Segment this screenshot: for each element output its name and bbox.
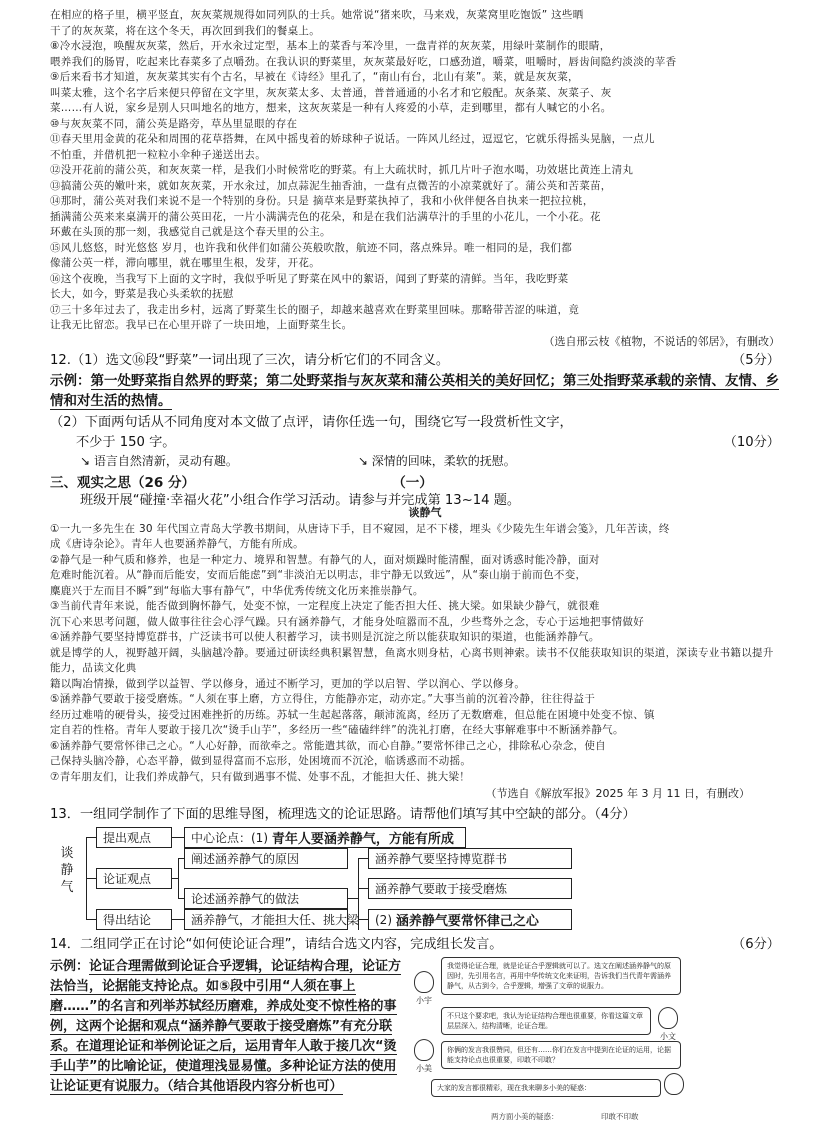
question-13: 13．一组同学制作了下面的思维导图，梳理选文的论证思路。请帮他们填写其中空缺的部分。（4分） — [50, 807, 636, 822]
essay-line: ④涵养静气要坚持博览群书，广泛读书可以使人积蓄学习，读书则是沉淀之所以能获取知识的渠道，也能涵养静气。 — [50, 631, 600, 643]
essay-line: 危难时能沉着。从“静而后能安，安而后能虑”到“非淡泊无以明志，非宁静无以致远”，从“泰山崩于前而色不变， — [50, 569, 587, 581]
essay-line: ⑤涵养静气要敢于接受磨炼。“人须在事上磨，方立得住，方能静亦定，动亦定。”大事当前的沉着冷静，往往得益于 — [50, 693, 596, 705]
mind-map-node-conclude: 得出结论 — [96, 909, 172, 930]
q14-answer-text: 论证合理需做到论证合乎逻辑，论证结构合理，论证方法恰当，论据能支持论点。如⑤段中引用“人须在事上磨……”的名言和列举苏轼经历磨难，养成处变不惊性格的事例，这两个论据和观点“涵养静气要敢于接受磨炼”有充分联系。在道理论证和举例论证之后，运用青年人敢于接几次“烫手山芋”的比喻论证，使道理浅显易懂。多种论证方法的使用让论证更有说服力。（结合其他语段内容分析也可） — [50, 959, 402, 1094]
mind-map-method-2: 涵养静气要敢于接受磨炼 — [368, 878, 572, 899]
q12-option-b: ↘ 深情的回味，柔软的抚慰。 — [357, 453, 516, 468]
passage-line: ⑪春天里用金黄的花朵和周围的花草搭舞，在风中摇曳着的娇球种子说话。一阵风儿经过，逗逗它，它就乐得摇头晃脑，一点儿 — [50, 133, 655, 145]
mind-map-root: 谈静气 — [60, 846, 74, 895]
method-3-label: (2) — [375, 912, 392, 927]
mind-map-reason: 阐述涵养静气的原因 — [184, 848, 348, 869]
mind-map-node-argue: 论证观点 — [96, 868, 172, 889]
q14-body — [50, 957, 780, 1127]
student-name-1: 小宇 — [416, 996, 432, 1005]
passage-line: ⑫没开花前的蒲公英，和灰灰菜一样，是我们小时候常吃的野菜。有上大疏状时，抓几片叶子泡水喝，功效堪比黄连上清丸 — [50, 164, 634, 176]
passage-line: ⑰三十多年过去了，我走出乡村，远离了野菜生长的圈子，却越来越喜欢在野菜里回味。那略带苦涩的味道，竟 — [50, 303, 580, 316]
section-3-intro: 班级开展“碰撞·幸福火花”小组合作学习活动。请参与并完成第 13~14 题。 — [80, 492, 521, 508]
passage-line: 让我无比留恋。我早已在心里开辟了一块田地，上面野菜生长。 — [50, 319, 353, 331]
essay-line: ①一九一多先生在 30 年代国立青岛大学教书期间，从唐诗下手，目不窥园，足不下楼，埋头《少陵先生年谱会笺》，几年苦读，终 — [50, 522, 670, 535]
passage-line: 像蒲公英一样，滞向哪里，就在哪里生根，发芽，开花。 — [50, 257, 320, 269]
passage-line: 插满蒲公英来来桌满开的蒲公英田花，一片小满满壳色的花朵，和是在我们沾满草汁的手里的小花儿，一个小花。花 — [50, 210, 601, 223]
essay-line: 麋鹿兴于左而目不瞬”到“每临大事有静气”，中华优秀传统文化历来推崇静气。 — [50, 584, 424, 597]
mind-map-node-propose: 提出观点 — [96, 827, 172, 848]
central-thesis-answer: 青年人要涵养静气，方能有所成 — [271, 832, 454, 847]
section-3-header — [50, 471, 780, 491]
essay-line: 沉下心来思考问题，做人做事往往会心浮气躁。只有涵养静气，才能身处喧嚣而不乱，少些骛外之念，专心于运地把事情做好 — [50, 615, 644, 628]
handwritten-note: 两方面小美的疑惑： — [491, 1112, 559, 1121]
student-name-3: 小文 — [660, 1032, 676, 1041]
q14-score: （6分） — [732, 937, 780, 952]
q12-answer-label: 示例： — [50, 372, 91, 389]
speech-bubble-3: 你俩的发言我很赞同，但还有……你们在发言中提到在论证的运用，论据能支持论点也很重要，印敢不印敢？ — [441, 1041, 681, 1069]
section-3-title: 三、观实之思（26 分） — [50, 474, 195, 491]
q12-part2: （2）下面两句话从不同角度对本文做了点评，请你任选一句，围绕它写一段赏析性文字， — [50, 414, 573, 430]
passage-line: ⑩与灰灰菜不同，蒲公英是路旁，草丛里显眼的存在 — [50, 117, 298, 130]
passage-line: ⑧冷水浸泡，唤醒灰灰菜，然后，开水汆过定型，基本上的菜香与苯冷里，一盘青祥的灰灰菜，用绿叶菜制作的眼睛， — [50, 40, 611, 52]
section-3-part: （一） — [392, 474, 433, 491]
q14-answer — [50, 957, 405, 1127]
student-xiaowen — [655, 1007, 681, 1042]
student-xiaomei — [411, 1039, 437, 1074]
essay-line: 经历过难啃的硬骨头，接受过困难挫折的历练。苏轼一生起起落落，颠沛流离，经历了无数磨难，但总能在困境中处变不惊、镇 — [50, 708, 655, 721]
passage-line: 在相应的格子里，横平竖直，灰灰菜规规得如同列队的士兵。她常说“猪来吹，马来戏，灰菜窝里吃饱饭” 这些晒 — [50, 9, 584, 21]
essay-line: 就是博学的人，视野越开阔，头脑越冷静。要通过研读经典积累智慧，鱼离水则身枯，心离书则神索。读书不仅能获取知识的渠道，深读专业书籍以提升能力，品读文化典 — [50, 646, 774, 674]
essay-line: 定自若的性格。青年人要敢于接几次“烫手山芋”，多经历一些“磕磕绊绊”的洗礼打磨，在经大事解难事中不断涵养静气。 — [50, 724, 624, 736]
mind-map-method-3 — [368, 909, 572, 930]
passage-line: ⑯这个夜晚，当我写下上面的文字时，我似乎听见了野菜在风中的絮语，闻到了野菜的清鲜。当年，我吃野菜 — [50, 272, 569, 285]
handwritten-note-2: 印敢不印敢 — [601, 1112, 639, 1121]
passage-line: ⑭那时，蒲公英对我们来说不是一个特别的身份。只是 摘草来是野菜执掉了，我和小伙伴便各自执来一把拉拉桃， — [50, 195, 594, 207]
student-xiaoyu — [411, 971, 437, 1006]
mind-map-central-thesis — [184, 827, 466, 848]
q14-text: 14．二组同学正在讨论“如何使论证合理”，请结合选文内容，完成组长发言。 — [50, 937, 503, 952]
mind-map-method: 论述涵养静气的做法 — [184, 888, 348, 909]
essay-source: （节选自《解放军报》2025 年 3 月 11 日，有删改） — [485, 787, 750, 800]
question-12 — [50, 351, 780, 469]
discussion-illustration — [411, 957, 780, 1127]
essay-line: ③当前代青年来说，能否做到胸怀静气，处变不惊，一定程度上决定了能否担大任、挑大梁。如果缺少静气，就很难 — [50, 600, 600, 612]
passage-line: ⑨后来看书才知道，灰灰菜其实有个古名，早被在《诗经》里孔了，“南山有台，北山有莱”。莱，就是灰灰菜， — [50, 71, 579, 83]
essay-title: 谈静气 — [408, 505, 442, 519]
student-avatar-icon — [658, 1007, 678, 1029]
central-thesis-label: 中心论点：(1) — [191, 831, 268, 845]
speech-bubble-2: 不只这个要求吧，我认为论证结构合理也很重要，你看这篇文章层层深入，结构清晰，论证合理。 — [441, 1007, 651, 1035]
mind-map-conclusion: 涵养静气，才能担大任、挑大梁 — [184, 909, 348, 930]
student-avatar-icon — [414, 1039, 434, 1061]
q12-part1: 12.（1）选文⑯段“野菜”一词出现了三次，请分析它们的不同含义。 — [50, 352, 450, 368]
passage-line: 干了的灰灰菜，将在这个冬天，再次回到我们的餐桌上。 — [50, 24, 320, 37]
q12-part1-score: （5分） — [732, 352, 780, 368]
passage-line: 环戴在头顶的那一刻，我感觉自己就是这个春天里的公主。 — [50, 226, 331, 238]
student-avatar-icon — [664, 1073, 684, 1095]
student-avatar-icon — [414, 971, 434, 993]
essay-line: ②静气是一种气质和修养，也是一种定力、境界和智慧。有静气的人，面对烦躁时能清醒，面对诱惑时能冷静，面对 — [50, 553, 600, 566]
passage-line: 不怕重，并借机把一粒粒小伞种子递送出去。 — [50, 148, 266, 161]
q12-part2b: 不少于 150 字。 — [76, 434, 176, 450]
passage-line: ⑬搞蒲公英的嫩叶来，就如灰灰菜，开水汆过，加点蒜泥生抽香油，一盘有点微苦的小凉菜就好了。蒲公英和苦菜苗， — [50, 179, 612, 192]
passage-line: ⑮风儿悠悠，时光悠悠 岁月，也许我和伙伴们如蒲公英般吹散，航迹不同，落点殊异。唯一相同的是，我们都 — [50, 241, 573, 254]
q12-answer — [50, 371, 780, 411]
question-14 — [50, 935, 780, 955]
reading-passage — [50, 8, 780, 334]
essay-body — [50, 522, 780, 786]
passage-line: 长大，如今，野菜是我心头柔软的抚慰 — [50, 288, 234, 300]
student-name-2: 小美 — [416, 1064, 432, 1073]
essay-line: ⑥涵养静气要常怀律己之心。“人心好静，而欲牵之。常能遣其欲，而心自静。”要常怀律己之心，排除私心杂念，使自 — [50, 739, 606, 752]
speech-bubble-4: 大家的发言都很精彩，现在我来聊多小美的疑惑： — [431, 1079, 661, 1097]
method-3-answer: 涵养静气要常怀律己之心 — [395, 914, 539, 929]
speech-bubble-1: 我觉得论证合理，就是论证合乎逻辑就可以了。选文在阐述涵养静气的原因时，先引用名言，再用中华传统文化来证明，告诉我们当代青年需涵养静气，从古到今，合乎逻辑，增强了文章的说服力。 — [441, 957, 681, 995]
passage-line: 菜……有人说，家乡是别人只叫地名的地方，想来，这灰灰菜是一种有人疼爱的小草，走到哪里，都有人喊它的小名。 — [50, 102, 612, 114]
mind-map — [50, 827, 780, 931]
mind-map-method-1: 涵养静气要坚持博览群书 — [368, 848, 572, 869]
passage-line: 喂养我们的肠胃，吃起来比春菜多了点嚼劲。在我认识的野菜里，灰灰菜最好吃，口感劲道，嚼菜，咀嚼时，唇齿间隐约淡淡的苹香 — [50, 55, 677, 68]
q12-option-a: ↘ 语言自然清新，灵动有趣。 — [80, 453, 238, 468]
essay-line: ⑦青年朋友们，让我们养成静气，只有做到遇事不慌、处事不乱，才能担大任、挑大梁！ — [50, 770, 471, 783]
essay-line: 己保持头脑冷静，心态平静，做到显得富而不忘形，处困境而不沉沦，临诱惑而不动摇。 — [50, 755, 472, 767]
passage-source: （选自邢云枝《植物，不说话的邻居》，有删改） — [543, 334, 780, 348]
passage-line: 叫菜太雅，这个名字后来便只停留在文字里，灰灰菜太多、太普通，普普通通的小名才和它般配。灰条菜、灰菜子、灰 — [50, 86, 612, 99]
group-leader — [661, 1073, 687, 1097]
q12-part2-score: （10分） — [723, 434, 780, 450]
q14-answer-label: 示例： — [50, 959, 90, 974]
q12-answer-text: 第一处野菜指自然界的野菜；第二处野菜指与灰灰菜和蒲公英相关的美好回忆；第三处指野菜承载的亲情、友情、乡情和对生活的热情。 — [50, 372, 779, 409]
essay-line: 成《唐诗杂论》。青年人也要涵养静气，方能有所成。 — [50, 538, 304, 550]
essay-line: 籍以陶冶情操，做到学以益智、学以修身，通过不断学习，更加的学以启智、学以润心、学以修身。 — [50, 677, 526, 690]
